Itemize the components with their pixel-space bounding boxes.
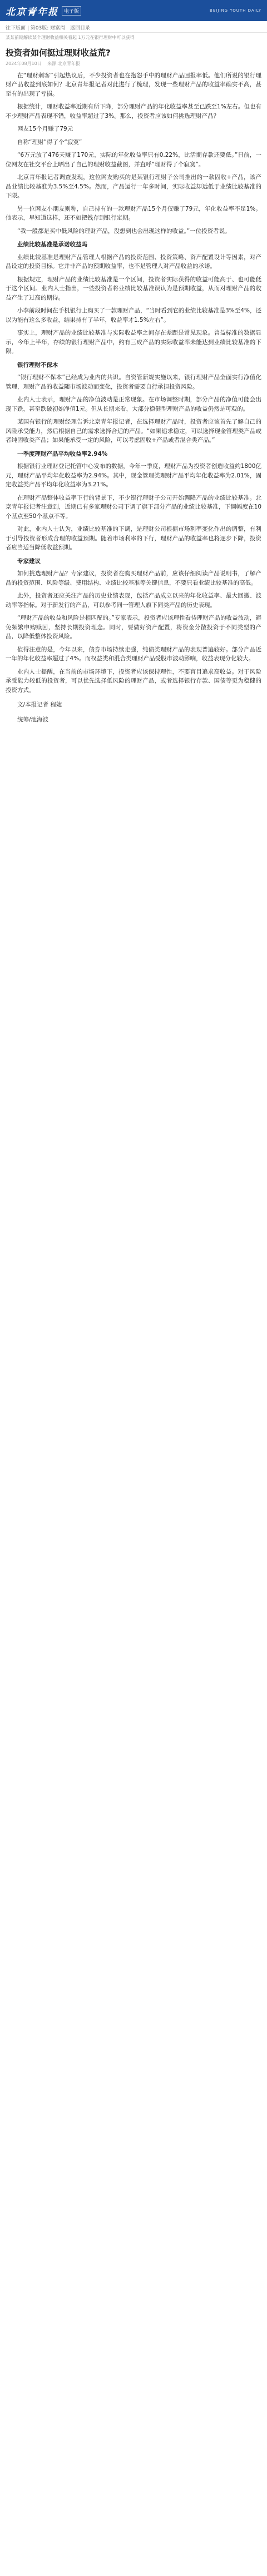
article-paragraph: 根据规定，理财产品的业绩比较基准是一个区间，投资者实际获得的收益可能高于、也可能低于这个区间。业内人士指出，一些投资者将业绩比较基准误认为是预期收益，从而对理财产品的收益产生了过高的期待。 — [6, 276, 261, 301]
article-paragraph: 此外，投资者还应关注产品的历史业绩表现，包括产品成立以来的年化收益率、最大回撤、波动率等指标。对于新发行的产品，可以参考同一管理人旗下同类产品的历史表现。 — [6, 592, 261, 609]
article-paragraph: 北京青年报记者调查发现，这位网友购买的是某银行理财子公司推出的一款固收+产品，该产品业绩比较基准为3.5%至4.5%。然而，产品运行一年多时间，实际收益却远低于业绩比较基准的下限。 — [6, 174, 261, 199]
page-date[interactable]: 往下版面 | 第03版: 财富周 — [6, 26, 66, 31]
article-paragraph: “银行理财不保本”已经成为业内的共识。自资管新规实施以来，银行理财产品全面实行净值化管理，理财产品的收益随市场波动而变化，投资者需要自行承担投资风险。 — [6, 374, 261, 390]
article-paragraph: 自称“理财”得了个“寂寞” — [17, 138, 82, 146]
article-title: 投资者如何挺过理财收益荒? — [6, 48, 111, 58]
article-date: 2024年08月10日 — [6, 61, 42, 66]
article-paragraph: 业绩比较基准是理财产品管理人根据产品的投资范围、投资策略、资产配置设计等因素，对产品设定的投资目标。它并非产品的预期收益率，也不是管理人对产品收益的承诺。 — [6, 253, 261, 270]
article-source: 来源:北京青年报 — [47, 61, 80, 66]
article-paragraph: 根据统计，理财收益率近期有所下降，部分理财产品的年化收益率甚至已跌至1%左右。但也有不少理财产品表现不错，收益率超过了3%。那么，投资者应该如何挑选理财产品？ — [6, 103, 261, 119]
article-paragraph: 在理财产品整体收益率下行的背景下，不少银行理财子公司开始调降产品的业绩比较基准。北京青年报记者注意到，近期已有多家理财公司下调了旗下部分产品的业绩比较基准，下调幅度在10个基点至50个基点不等。 — [6, 494, 261, 520]
article-paragraph: “理财产品的收益和风险是相匹配的。”专家表示，投资者应该理性看待理财产品的收益波动，避免频繁申购赎回，坚持长期投资理念。同时，要做好资产配置，将资金分散投资于不同类型的产品，以降低整体投资风险。 — [6, 615, 261, 640]
section-heading: 业绩比较基准是承诺收益吗 — [17, 241, 87, 248]
article-paragraph: “6万元放了476天赚了170元，实际的年化收益率只有0.22%，比活期存款还要低。”日前，一位网友在社交平台上晒出了自己的理财收益截图，并直呼“理财得了个寂寞”。 — [6, 152, 261, 168]
article — [0, 42, 267, 724]
article-paragraph: “我一般都是买中低风险的理财产品，没想到也会出现这样的收益。”一位投资者说。 — [17, 227, 231, 235]
article-paragraph: 事实上，理财产品的业绩比较基准与实际收益率之间存在差距是常见现象。普益标准的数据显示，今年上半年，存续的银行理财产品中，约有三成产品的实际收益率未能达到业绩比较基准的下限。 — [6, 330, 261, 355]
article-paragraph: 小李前段时间在手机银行上购买了一款理财产品，“当时看到它的业绩比较基准是3%至4%，还以为能有这么多收益，结果持有了半年，收益率才1.5%左右”。 — [6, 307, 261, 323]
article-paragraph: 根据银行业理财登记托管中心发布的数据，今年一季度，理财产品为投资者创造收益约1800亿元，理财产品平均年化收益率为2.94%。其中，现金管理类理财产品平均年化收益率为2.01%，固定收益类产品平均年化收益率为3.21%。 — [6, 463, 261, 488]
reporter-byline: 文/本报记者 程婕 — [17, 701, 62, 708]
article-paragraph: 业内人士表示，理财产品的净值波动是正常现象。在市场调整时期，部分产品的净值可能会出现下跌，甚至跌破初始净值1元。但从长期来看，大部分稳健型理财产品的收益仍然是可观的。 — [6, 396, 261, 412]
newspaper-logo[interactable]: 北京青年报 — [6, 6, 58, 18]
article-meta — [6, 61, 261, 67]
article-paragraph: 业内人士提醒，在当前的市场环境下，投资者应该保持理性，不要盲目追求高收益。对于风险承受能力较低的投资者，可以优先选择低风险的理财产品，或者选择银行存款、国债等更为稳健的投资方式。 — [6, 668, 261, 694]
editor-byline: 统筹/池海波 — [17, 716, 49, 723]
section-heading: 银行理财不保本 — [17, 361, 58, 368]
section-heading: 专家建议 — [17, 557, 41, 565]
article-paragraph: 值得注意的是，今年以来，债券市场持续走强，纯债类理财产品的表现普遍较好。部分产品近一年的年化收益率超过了4%。而权益类和混合类理财产品受股市波动影响，收益表现分化较大。 — [6, 646, 261, 662]
article-paragraph: 如何挑选理财产品？专家建议，投资者在购买理财产品前，应该仔细阅读产品说明书，了解产品的投资范围、风险等级、费用结构、业绩比较基准等关键信息，不要只看业绩比较基准的高低。 — [6, 570, 261, 586]
article-paragraph: 在“理财刺客”引起热议后，不少投资者也在抱怨手中的理财产品回报率低。他们所说的银行理财产品收益到底如何？北京青年报记者对此进行了梳理，发现一些理财产品的收益率确实不高，甚至有的出现了亏损。 — [6, 72, 261, 97]
edition-badge: 电子版 — [62, 6, 81, 16]
page-subbar — [0, 21, 267, 33]
breadcrumb: 某某前期解读某个理财收益相关看起 1万元在银行理财中可以获得 — [6, 35, 135, 40]
article-paragraph: 对此，业内人士认为，业绩比较基准的下调，是理财公司根据市场利率变化作出的调整，有利于引导投资者形成合理的收益预期。随着市场利率的下行，理财产品的收益率也将逐步下降，投资者应当适当降低收益预期。 — [6, 526, 261, 551]
back-to-index-link[interactable]: 返回目录 — [70, 26, 90, 31]
section-heading: 一季度理财产品平均收益率2.94% — [17, 450, 108, 457]
article-paragraph: 网友15个月赚了79元 — [17, 126, 73, 132]
article-paragraph: 另一位网友小朋友则称，自己持有的一款理财产品15个月仅赚了79元，年化收益率不足1%。他表示，早知道这样，还不如把钱存到银行定期。 — [6, 205, 261, 221]
masthead — [0, 0, 267, 21]
article-paragraph: 某国有银行的理财经理告诉北京青年报记者，在选择理财产品时，投资者应该首先了解自己的风险承受能力，然后根据自己的需求选择合适的产品。“如果追求稳定，可以选择现金管理类产品或者纯固收类产品；如果能承受一定的风险，可以考虑固收+产品或者混合类产品。” — [6, 418, 261, 444]
newspaper-logo-english: BEIJING YOUTH DAILY — [210, 8, 261, 13]
